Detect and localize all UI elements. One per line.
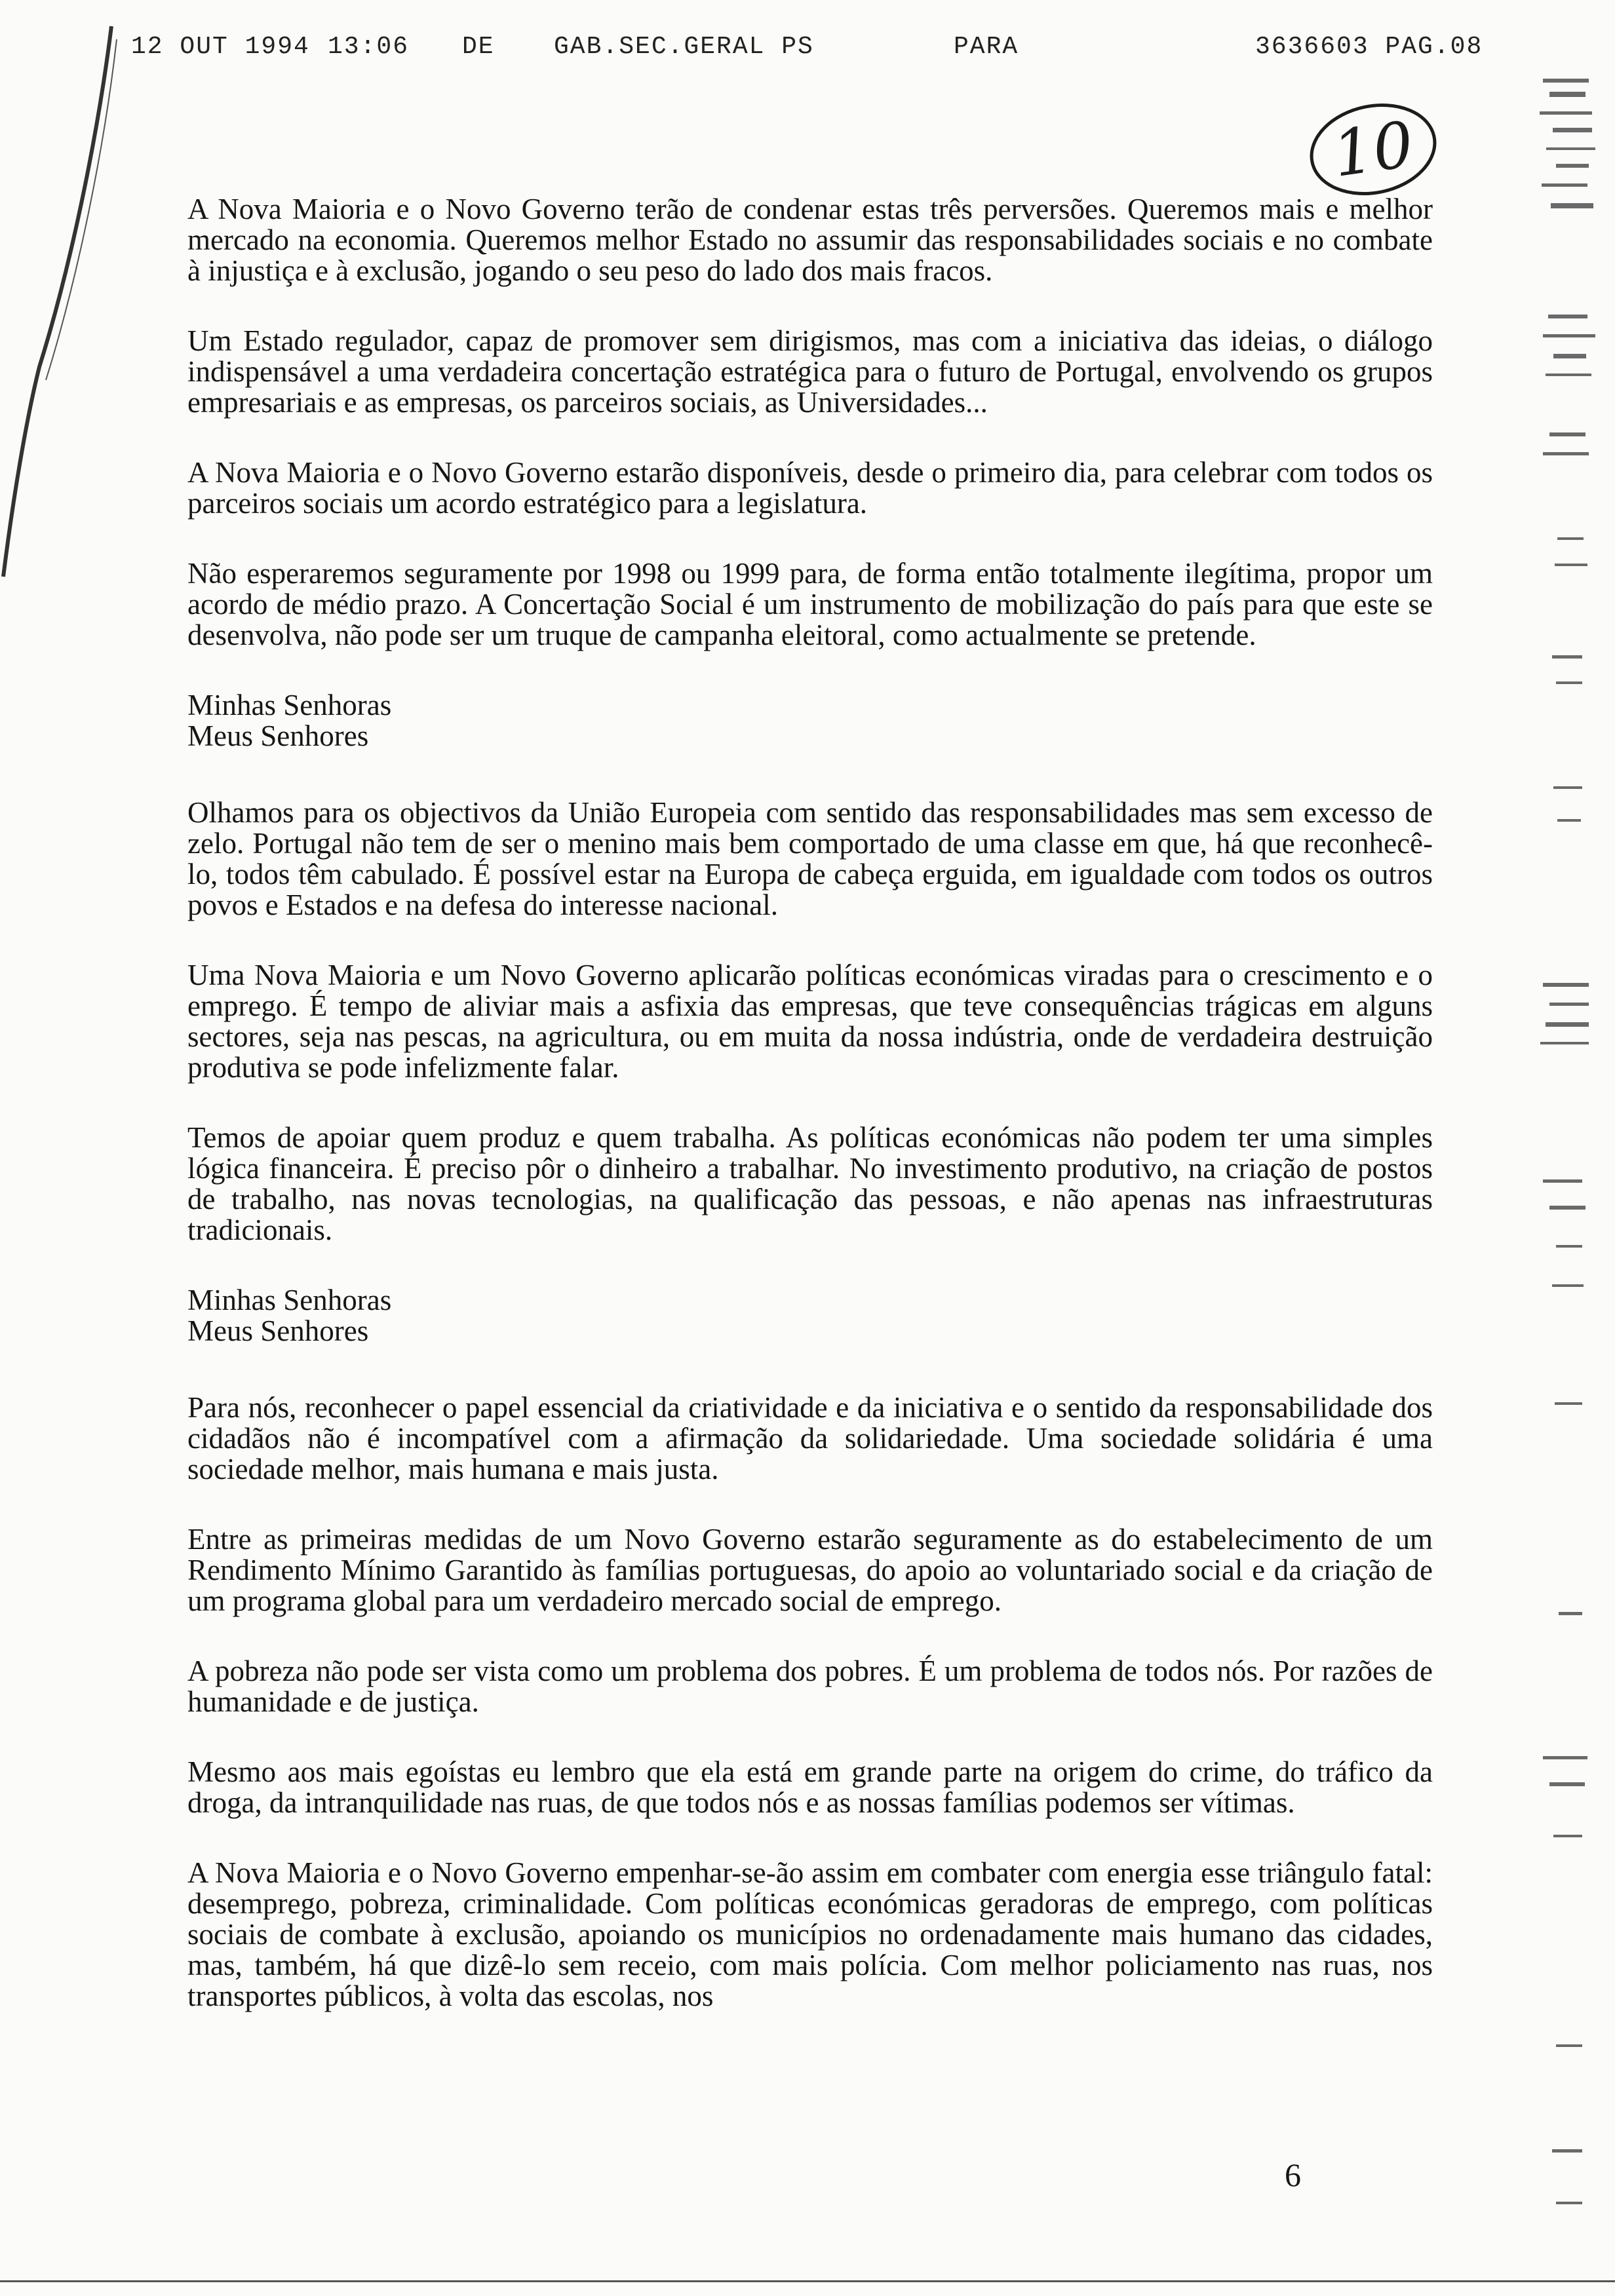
salutation-line: Minhas Senhoras [187,689,392,721]
paragraph: Uma Nova Maioria e um Novo Governo aplicarão políticas económicas viradas para o crescimento e o emprego. É tempo de aliviar mais a asfixia das empresas, que teve consequências trágicas em alguns sectores, seja nas pescas, na agricultura, ou em muita da nossa indústria, onde de verdadeira destruição produtiva se pode infelizmente falar. [187,959,1433,1084]
fax-number-page: 3636603 PAG.08 [1255,33,1483,61]
paragraph: Um Estado regulador, capaz de promover sem dirigismos, mas com a iniciativa das ideias, o diálogo indispensável a uma verdadeira concertação estratégica para o futuro de Portugal, envolvendo os grupos empresariais e as empresas, os parceiros sociais, as Universidades... [187,324,1433,419]
salutation-line: Meus Senhores [187,719,369,752]
fax-from-value: GAB.SEC.GERAL PS [554,33,814,61]
salutation [187,690,1433,752]
fax-date: 12 OUT 1994 [131,33,310,61]
salutation [187,1285,1433,1347]
page-number: 6 [1285,2156,1301,2193]
scan-noise-strip [1523,66,1615,2280]
fax-header [131,33,1481,72]
paragraph: Olhamos para os objectivos da União Europeia com sentido das responsabilidades mas sem excesso de zelo. Portugal não tem de ser o menino mais bem comportado de uma classe em que, há que reconhecê-lo, todos têm cabulado. É possível estar na Europa de cabeça erguida, em igualdade com todos os outros povos e Estados e na defesa do interesse nacional. [187,796,1433,921]
fax-to-label: PARA [954,33,1019,61]
salutation-line: Minhas Senhoras [187,1284,392,1316]
handwritten-number: 10 [1328,107,1418,191]
paragraph: Não esperaremos seguramente por 1998 ou 1999 para, de forma então totalmente ilegítima, propor um acordo de médio prazo. A Concertação Social é um instrumento de mobilização do país para que este se desenvolva, não pode ser um truque de campanha eleitoral, como actualmente se pretende. [187,557,1433,651]
fax-time: 13:06 [328,33,410,61]
paragraph: A pobreza não pode ser vista como um problema dos pobres. É um problema de todos nós. Por razões de humanidade e de justiça. [187,1655,1433,1718]
document-body [187,194,1433,2051]
paragraph: Temos de apoiar quem produz e quem trabalha. As políticas económicas não podem ter uma simples lógica financeira. É preciso pôr o dinheiro a trabalhar. No investimento produtivo, na criação de postos de trabalho, nas novas tecnologias, na qualificação das pessoas, e não apenas nas infraestruturas tradicionais. [187,1121,1433,1246]
paragraph: Mesmo aos mais egoístas eu lembro que ela está em grande parte na origem do crime, do tráfico da droga, da intranquilidade nas ruas, de que todos nós e as nossas famílias podemos ser vítimas. [187,1755,1433,1819]
paragraph: Entre as primeiras medidas de um Novo Governo estarão seguramente as do estabelecimento de um Rendimento Mínimo Garantido às famílias portuguesas, do apoio ao voluntariado social e da criação de um programa global para um verdadeiro mercado social de emprego. [187,1523,1433,1617]
salutation-line: Meus Senhores [187,1314,369,1347]
paragraph: A Nova Maioria e o Novo Governo estarão disponíveis, desde o primeiro dia, para celebrar com todos os parceiros sociais um acordo estratégico para a legislatura. [187,456,1433,520]
paragraph: Para nós, reconhecer o papel essencial da criatividade e da iniciativa e o sentido da responsabilidade dos cidadãos não é incompatível com a afirmação da solidariedade. Uma sociedade solidária é uma sociedade melhor, mais humana e mais justa. [187,1391,1433,1485]
paragraph: A Nova Maioria e o Novo Governo terão de condenar estas três perversões. Queremos mais e melhor mercado na economia. Queremos melhor Estado no assumir das responsabilidades sociais e no combate à injustiça e à exclusão, jogando o seu peso do lado dos mais fracos. [187,193,1433,287]
fax-from-label: DE [462,33,495,61]
binder-edge-mark [0,0,131,590]
paragraph: A Nova Maioria e o Novo Governo empenhar-se-ão assim em combater com energia esse triângulo fatal: desemprego, pobreza, criminalidade. Com políticas económicas geradoras de emprego, com políticas sociais de combate à exclusão, apoiando os municípios no ordenadamente mais humano das cidades, mas, também, há que dizê-lo sem receio, com mais polícia. Com melhor policiamento nas ruas, nos transportes públicos, à volta das escolas, nos [187,1856,1433,2012]
handwritten-page-mark [1304,97,1442,202]
scan-bottom-edge [0,2280,1615,2282]
